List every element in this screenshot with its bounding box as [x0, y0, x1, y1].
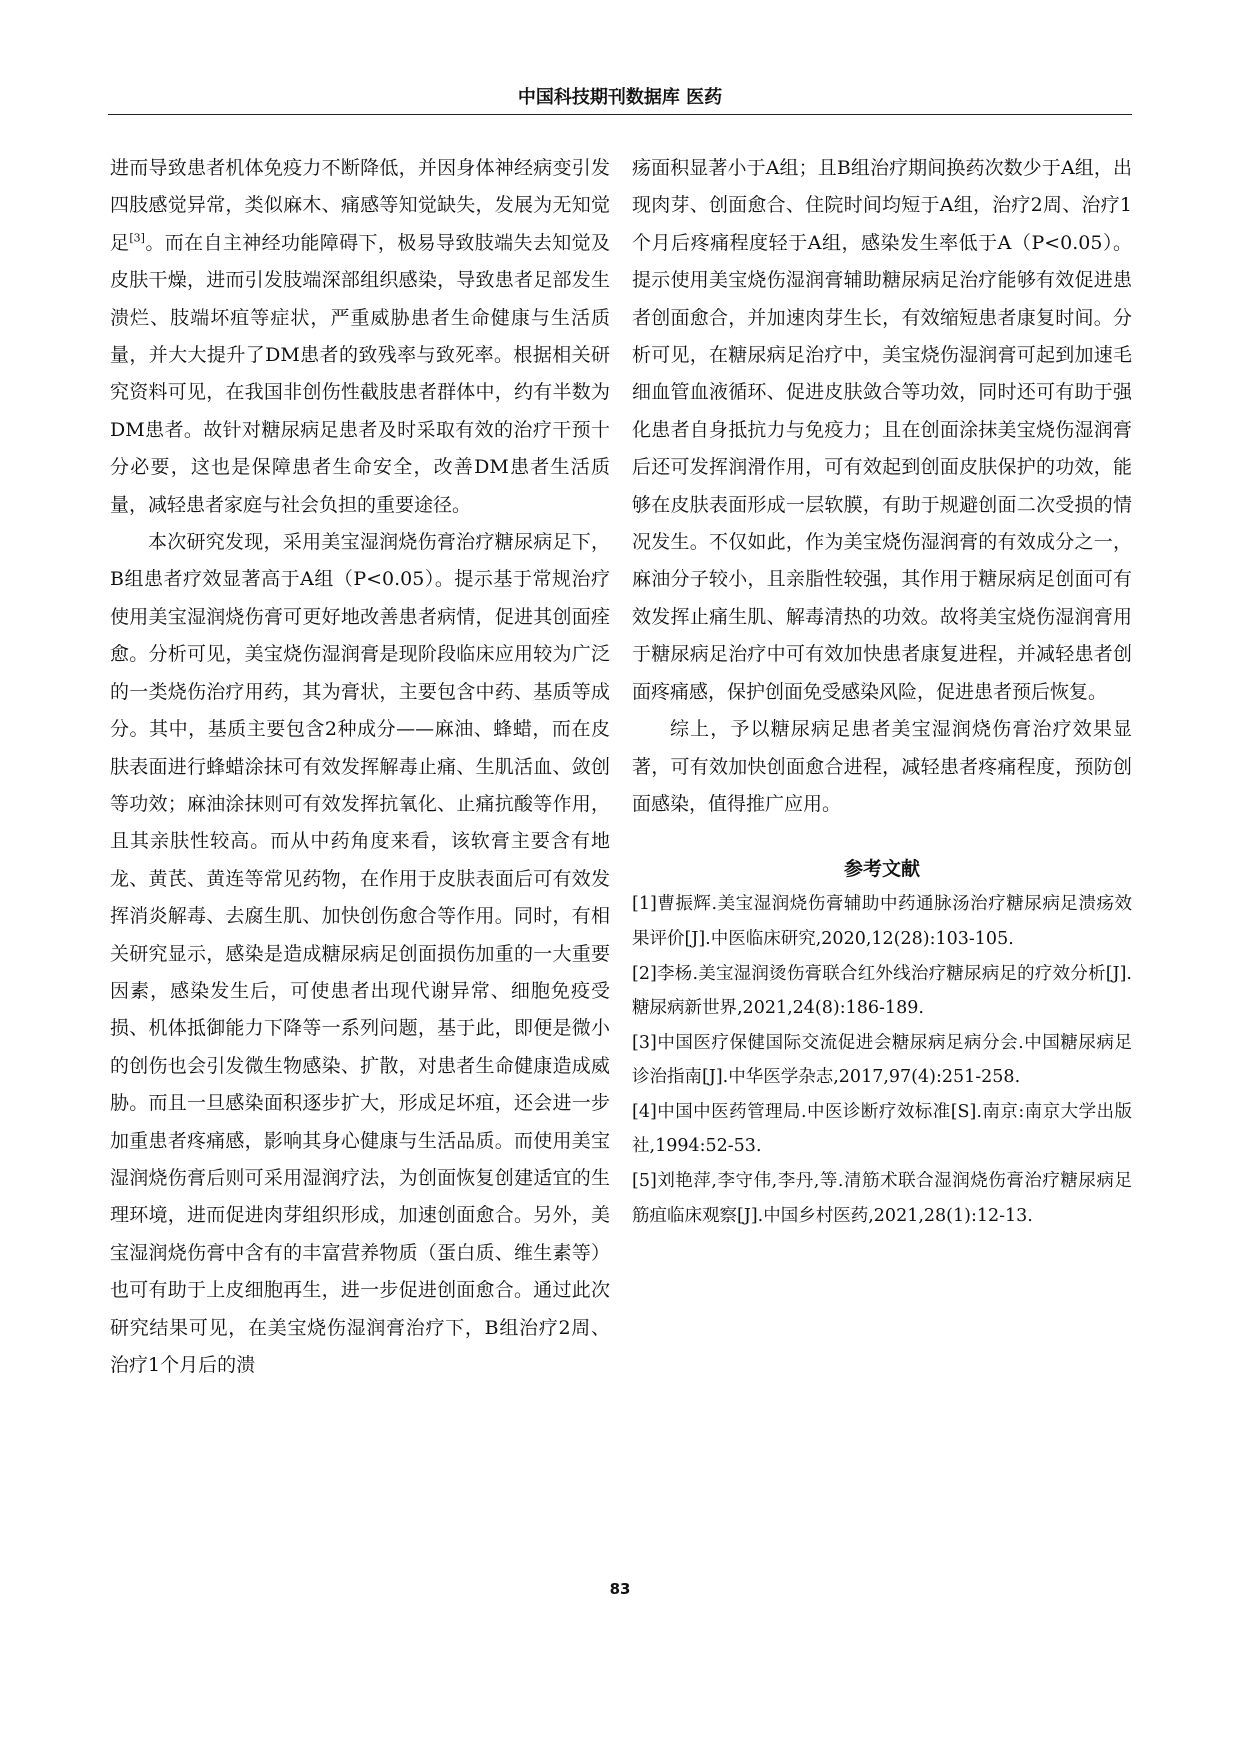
- reference-list: [632, 887, 1132, 1233]
- reference-item: [2]李杨.美宝湿润烫伤膏联合红外线治疗糖尿病足的疗效分析[J].糖尿病新世界,2021,24(8):186-189.: [632, 963, 1132, 1019]
- header-rule: [108, 114, 1132, 115]
- reference-item: [5]刘艳萍,李守伟,李丹,等.清筋术联合湿润烧伤膏治疗糖尿病足筋疽临床观察[J].中国乡村医药,2021,28(1):12-13.: [632, 1171, 1132, 1226]
- reference-item: [3]中国医疗保健国际交流促进会糖尿病足病分会.中国糖尿病足诊治指南[J].中华医学杂志,2017,97(4):251-258.: [632, 1032, 1132, 1088]
- left-paragraph-1: [110, 150, 610, 524]
- reference-item: [4]中国中医药管理局.中医诊断疗效标准[S].南京:南京大学出版社,1994:52-53.: [632, 1101, 1132, 1157]
- left-paragraph-2: 本次研究发现，采用美宝湿润烧伤膏治疗糖尿病足下，B组患者疗效显著高于A组（P<0.05）。提示基于常规治疗使用美宝湿润烧伤膏可更好地改善患者病情，促进其创面痊愈。分析可见，美宝烧伤湿润膏是现阶段临床应用较为广泛的一类烧伤治疗用药，其为膏状，主要包含中药、基质等成分。其中，基质主要包含2种成分——麻油、蜂蜡，而在皮肤表面进行蜂蜡涂抹可有效发挥解毒止痛、生肌活血、敛创等功效；麻油涂抹则可有效发挥抗氧化、止痛抗酸等作用，且其亲肤性较高。而从中药角度来看，该软膏主要含有地龙、黄芪、黄连等常见药物，在作用于皮肤表面后可有效发挥消炎解毒、去腐生肌、加快创伤愈合等作用。同时，有相关研究显示，感染是造成糖尿病足创面损伤加重的一大重要因素，感染发生后，可使患者出现代谢异常、细胞免疫受损、机体抵御能力下降等一系列问题，基于此，即便是微小的创伤也会引发微生物感染、扩散，对患者生命健康造成威胁。而且一旦感染面积逐步扩大，形成足坏疽，还会进一步加重患者疼痛感，影响其身心健康与生活品质。而使用美宝湿润烧伤膏后则可采用湿润疗法，为创面恢复创建适宜的生理环境，进而促进肉芽组织形成，加速创面愈合。另外，美宝湿润烧伤膏中含有的丰富营养物质（蛋白质、维生素等）也可有助于上皮细胞再生，进一步促进创面愈合。通过此次研究结果可见，在美宝烧伤湿润膏治疗下，B组治疗2周、治疗1个月后的溃: [110, 531, 610, 1376]
- text-run: 。而在自主神经功能障碍下，极易导致肢端失去知觉及皮肤干燥，进而引发肢端深部组织感染，导致患者足部发生溃烂、肢端坏疽等症状，严重威胁患者生命健康与生活质量，并大大提升了DM患者的致残率与致死率。根据相关研究资料可见，在我国非创伤性截肢患者群体中，约有半数为DM患者。故针对糖尿病足患者及时采取有效的治疗干预十分必要，这也是保障患者生命安全，改善DM患者生活质量，减轻患者家庭与社会负担的重要途径。: [110, 231, 610, 516]
- left-column: [110, 150, 610, 1384]
- running-header: 中国科技期刊数据库 医药: [517, 87, 723, 108]
- right-paragraph-1: 疡面积显著小于A组；且B组治疗期间换药次数少于A组，出现肉芽、创面愈合、住院时间均短于A组，治疗2周、治疗1个月后疼痛程度轻于A组，感染发生率低于A（P<0.05）。提示使用美宝烧伤湿润膏辅助糖尿病足治疗能够有效促进患者创面愈合，并加速肉芽生长，有效缩短患者康复时间。分析可见，在糖尿病足治疗中，美宝烧伤湿润膏可起到加速毛细血管血液循环、促进皮肤敛合等功效，同时还可有助于强化患者自身抵抗力与免疫力；且在创面涂抹美宝烧伤湿润膏后还可发挥润滑作用，可有效起到创面皮肤保护的功效，能够在皮肤表面形成一层软膜，有助于规避创面二次受损的情况发生。不仅如此，作为美宝烧伤湿润膏的有效成分之一，麻油分子较小，且亲脂性较强，其作用于糖尿病足创面可有效发挥止痛生肌、解毒清热的功效。故将美宝烧伤湿润膏用于糖尿病足治疗中可有效加快患者康复进程，并减轻患者创面疼痛感，保护创面免受感染风险，促进患者预后恢复。: [632, 157, 1132, 703]
- page-number: 83: [609, 1580, 631, 1598]
- right-column: [632, 150, 1132, 1233]
- references-title: 参考文献: [843, 858, 920, 881]
- text-run: 进而导致患者机体免疫力不断降低，并因身体神经病变引发四肢感觉异常，类似麻木、痛感等知觉缺失，发展为无知觉足: [110, 157, 610, 254]
- right-paragraph-2: 综上，予以糖尿病足患者美宝湿润烧伤膏治疗效果显著，可有效加快创面愈合进程，减轻患者疼痛程度，预防创面感染，值得推广应用。: [632, 718, 1132, 815]
- citation-ref[interactable]: [3]: [129, 231, 145, 245]
- reference-item: [1]曹振辉.美宝湿润烧伤膏辅助中药通脉汤治疗糖尿病足溃疡效果评价[J].中医临床研究,2020,12(28):103-105.: [632, 894, 1132, 949]
